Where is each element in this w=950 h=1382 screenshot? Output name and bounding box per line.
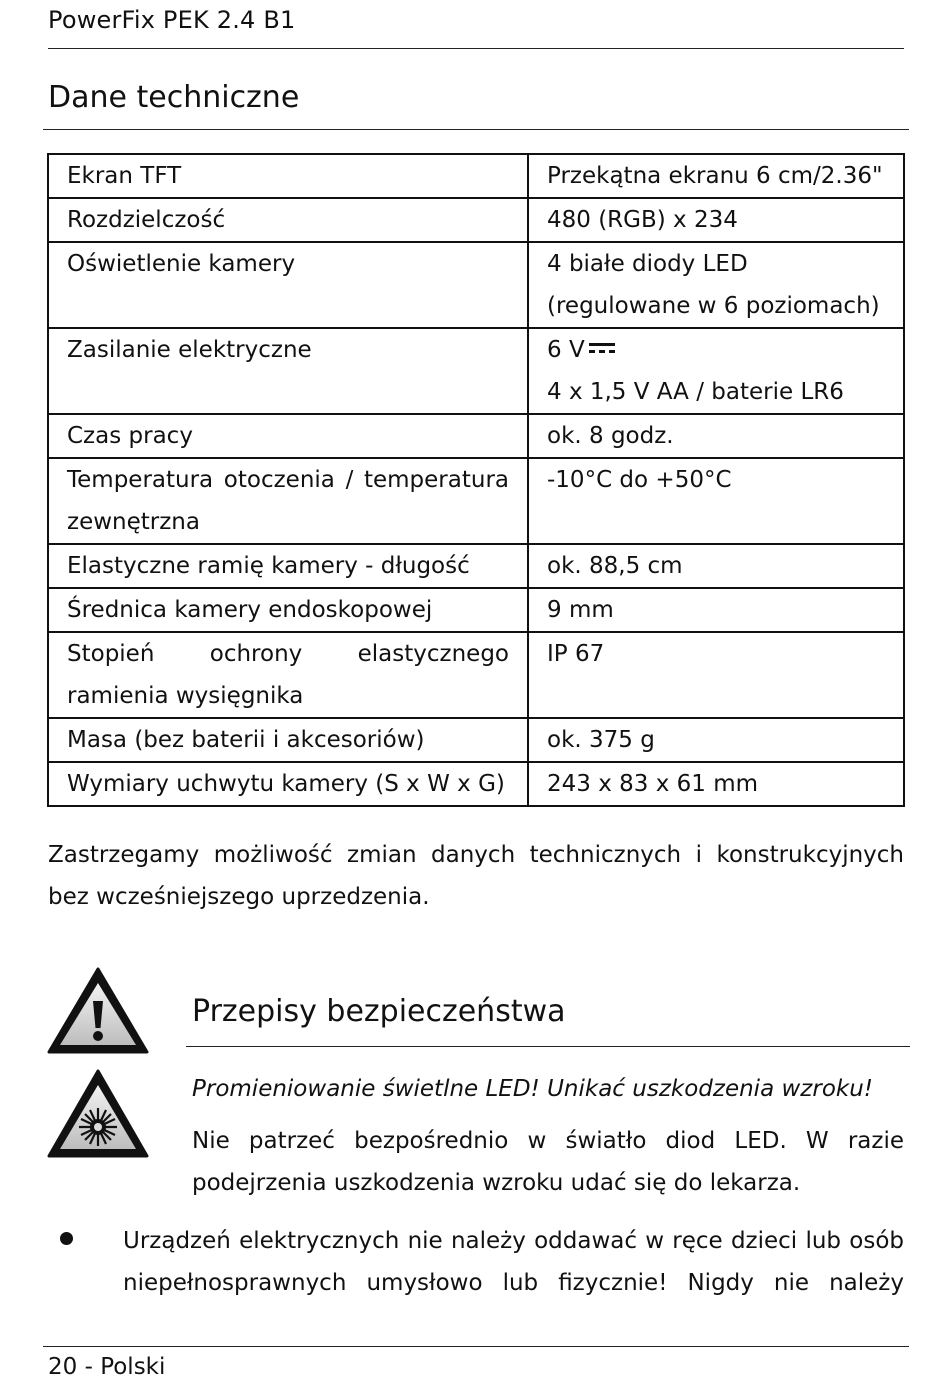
spec-label: Temperatura otoczenia / temperatura zewnętrzna: [48, 458, 528, 544]
bullet-icon: [60, 1232, 73, 1245]
spec-value: ok. 8 godz.: [528, 414, 904, 458]
table-row: [48, 544, 904, 588]
section-title: Dane techniczne: [48, 80, 300, 115]
table-row: [48, 198, 904, 242]
spec-label: Wymiary uchwytu kamery (S x W x G): [48, 762, 528, 806]
table-row: [48, 588, 904, 632]
table-row: [48, 718, 904, 762]
spec-value: Przekątna ekranu 6 cm/2.36": [528, 154, 904, 198]
section-divider: [43, 129, 909, 130]
spec-value-line: 4 białe diody LED: [547, 251, 748, 277]
spec-value-line: 6 V: [547, 337, 585, 363]
disclaimer-text: Zastrzegamy możliwość zmian danych technicznych i konstrukcyjnych bez wcześniejszego uprzedzenia.: [48, 842, 904, 910]
spec-value-line: 4 x 1,5 V AA / baterie LR6: [547, 379, 844, 405]
spec-value: [528, 328, 904, 414]
table-row: [48, 328, 904, 414]
dc-current-icon: [589, 343, 615, 355]
spec-label: Masa (bez baterii i akcesoriów): [48, 718, 528, 762]
led-warning-heading: Promieniowanie świetlne LED! Unikać uszkodzenia wzroku!: [192, 1076, 874, 1102]
spec-label: Elastyczne ramię kamery - długość: [48, 544, 528, 588]
bullet-text: Urządzeń elektrycznych nie należy oddawać w ręce dzieci lub osób niepełnosprawnych umysłowo lub fizycznie! Nigdy nie należy: [123, 1228, 904, 1296]
safety-section-title: Przepisy bezpieczeństwa: [192, 994, 566, 1029]
warning-exclamation-icon: [46, 966, 150, 1056]
header-divider: [48, 48, 904, 49]
spec-label: Zasilanie elektryczne: [48, 328, 528, 414]
spec-value-line: (regulowane w 6 poziomach): [547, 293, 880, 319]
footer-divider: [43, 1346, 909, 1347]
spec-value: [528, 242, 904, 328]
spec-value: 480 (RGB) x 234: [528, 198, 904, 242]
spec-value: -10°C do +50°C: [528, 458, 904, 544]
table-row: [48, 762, 904, 806]
table-row: [48, 632, 904, 718]
spec-value: IP 67: [528, 632, 904, 718]
spec-label: Rozdzielczość: [48, 198, 528, 242]
spec-value: 243 x 83 x 61 mm: [528, 762, 904, 806]
table-row: [48, 414, 904, 458]
table-row: [48, 154, 904, 198]
spec-label: Oświetlenie kamery: [48, 242, 528, 328]
spec-table: [47, 153, 905, 807]
led-warning-text: Nie patrzeć bezpośrednio w światło diod LED. W razie podejrzenia uszkodzenia wzroku udać się do lekarza.: [192, 1128, 904, 1196]
page-footer: 20 - Polski: [48, 1354, 166, 1380]
spec-label: Stopień ochrony elastycznego ramienia wysięgnika: [48, 632, 528, 718]
spec-label: Czas pracy: [48, 414, 528, 458]
spec-value: 9 mm: [528, 588, 904, 632]
table-row: [48, 242, 904, 328]
spec-value: ok. 375 g: [528, 718, 904, 762]
spec-label: Ekran TFT: [48, 154, 528, 198]
spec-label: Średnica kamery endoskopowej: [48, 588, 528, 632]
spec-value: ok. 88,5 cm: [528, 544, 904, 588]
led-radiation-warning-icon: [46, 1068, 150, 1160]
safety-divider: [186, 1046, 910, 1047]
table-row: [48, 458, 904, 544]
document-header: PowerFix PEK 2.4 B1: [48, 6, 296, 34]
